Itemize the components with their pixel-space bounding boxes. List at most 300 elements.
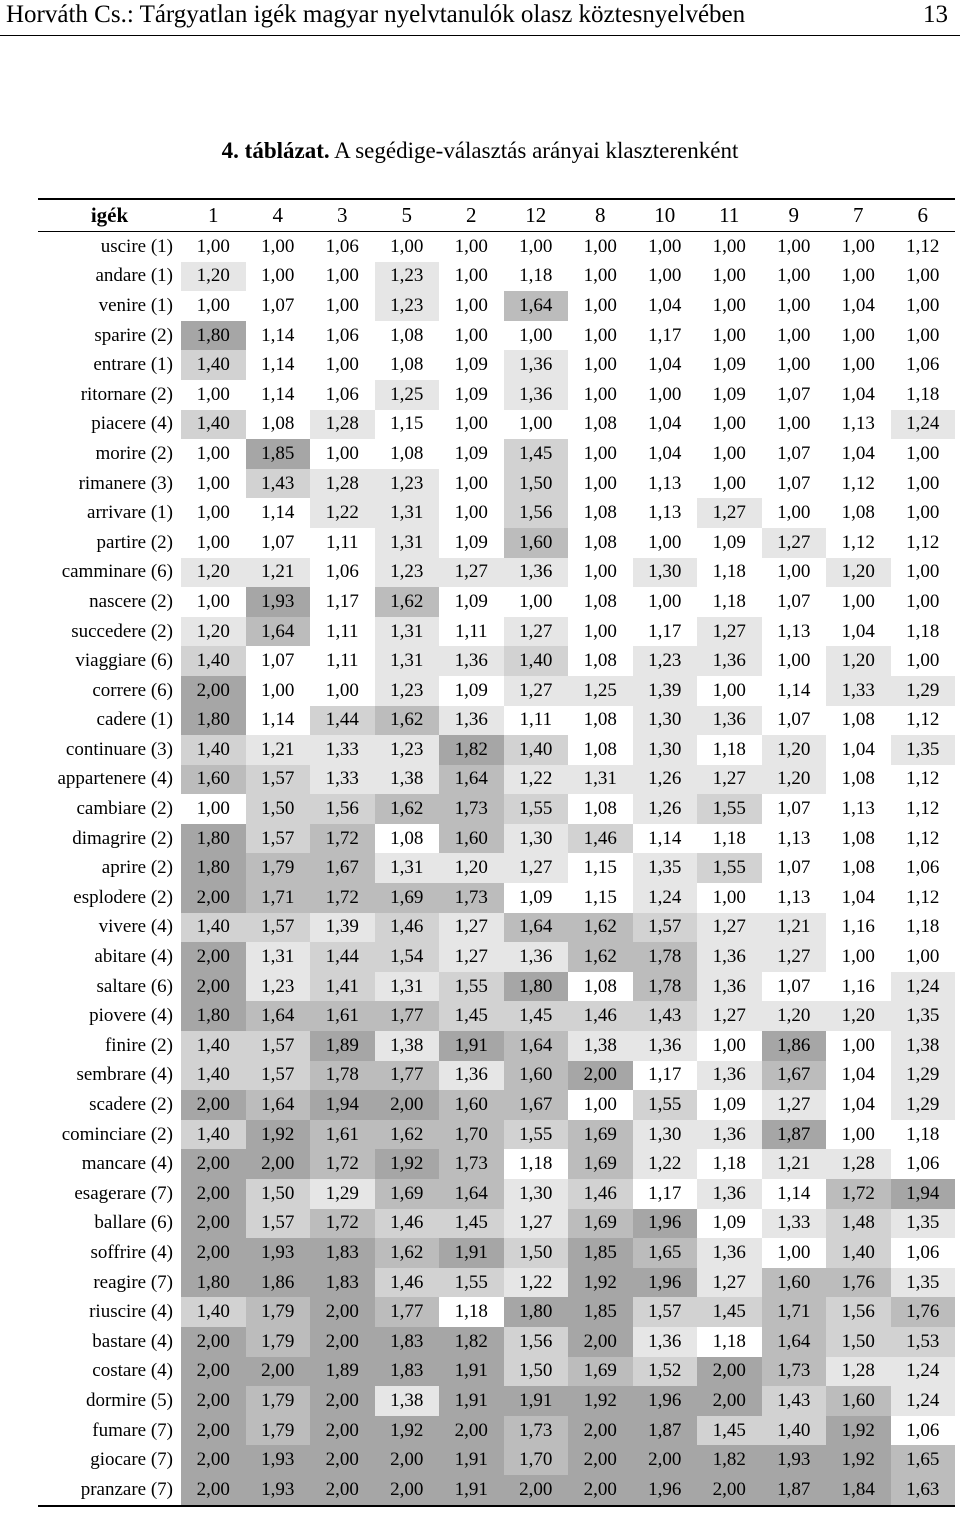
verb-label: andare (1)	[95, 265, 173, 287]
ratio-cell: 1,57	[246, 1061, 311, 1091]
ratio-cell: 1,72	[310, 883, 375, 913]
ratio-cell: 1,06	[891, 1238, 956, 1268]
table-row	[38, 498, 955, 528]
ratio-cell: 1,60	[504, 528, 569, 558]
ratio-cell: 1,89	[310, 1031, 375, 1061]
ratio-cell: 1,18	[697, 735, 762, 765]
table-row	[38, 587, 955, 617]
ratio-cell: 1,08	[826, 824, 891, 854]
ratio-cell: 1,94	[310, 1090, 375, 1120]
ratio-cell: 1,00	[568, 321, 633, 351]
ratio-cell: 1,08	[826, 498, 891, 528]
ratio-cell: 1,54	[375, 942, 440, 972]
table-row	[38, 350, 955, 380]
ratio-cell: 1,20	[762, 735, 827, 765]
running-header	[0, 0, 960, 36]
ratio-cell: 1,76	[826, 1268, 891, 1298]
table-row	[38, 321, 955, 351]
table-row	[38, 1268, 955, 1298]
ratio-cell: 1,38	[891, 1031, 956, 1061]
table-row	[38, 528, 955, 558]
ratio-cell: 1,21	[762, 913, 827, 943]
ratio-cell: 1,93	[246, 1445, 311, 1475]
ratio-cell: 1,00	[697, 410, 762, 440]
ratio-cell: 1,83	[310, 1238, 375, 1268]
table-row	[38, 1090, 955, 1120]
ratio-cell: 1,64	[439, 1179, 504, 1209]
running-title: Horváth Cs.: Tárgyatlan igék magyar nyelvtanulók olasz köztesnyelvében	[6, 1, 746, 28]
ratio-cell: 1,09	[439, 350, 504, 380]
ratio-cell: 1,39	[633, 676, 698, 706]
ratio-cell: 1,21	[762, 1149, 827, 1179]
ratio-cell: 1,31	[375, 617, 440, 647]
ratio-cell: 1,20	[181, 617, 246, 647]
verb-label: scadere (2)	[89, 1094, 173, 1116]
ratio-cell: 1,85	[568, 1297, 633, 1327]
verb-label: dormire (5)	[85, 1389, 173, 1411]
table-row	[38, 853, 955, 883]
ratio-cell: 1,23	[375, 558, 440, 588]
ratio-cell: 2,00	[181, 1357, 246, 1387]
ratio-cell: 1,08	[568, 410, 633, 440]
ratio-cell: 1,30	[633, 706, 698, 736]
ratio-cell: 1,29	[310, 1179, 375, 1209]
ratio-cell: 1,07	[762, 706, 827, 736]
table-row	[38, 1031, 955, 1061]
ratio-cell: 1,60	[439, 1090, 504, 1120]
ratio-cell: 1,07	[762, 439, 827, 469]
ratio-cell: 1,27	[504, 676, 569, 706]
ratio-cell: 1,60	[439, 824, 504, 854]
table-row	[38, 469, 955, 499]
ratio-cell: 1,00	[826, 350, 891, 380]
ratio-cell: 1,07	[762, 794, 827, 824]
ratio-cell: 1,00	[568, 350, 633, 380]
ratio-cell: 1,91	[439, 1386, 504, 1416]
ratio-cell: 1,35	[891, 735, 956, 765]
table-row	[38, 706, 955, 736]
ratio-cell: 1,40	[181, 1297, 246, 1327]
ratio-cell: 1,00	[762, 410, 827, 440]
ratio-cell: 2,00	[439, 1416, 504, 1446]
table-row	[38, 1238, 955, 1268]
verb-label: dimagrire (2)	[72, 827, 173, 849]
ratio-cell: 1,13	[762, 824, 827, 854]
ratio-cell: 1,29	[891, 1090, 956, 1120]
ratio-cell: 1,80	[504, 1297, 569, 1327]
ratio-cell: 1,64	[246, 617, 311, 647]
ratio-cell: 1,00	[891, 439, 956, 469]
ratio-cell: 2,00	[697, 1475, 762, 1506]
ratio-cell: 1,00	[633, 262, 698, 292]
ratio-cell: 1,67	[762, 1061, 827, 1091]
ratio-cell: 2,00	[504, 1475, 569, 1506]
ratio-cell: 1,04	[826, 735, 891, 765]
ratio-cell: 1,00	[310, 439, 375, 469]
ratio-cell: 1,28	[826, 1149, 891, 1179]
table-row	[38, 439, 955, 469]
ratio-cell: 1,00	[568, 380, 633, 410]
column-header: 5	[401, 203, 412, 227]
ratio-cell: 1,91	[439, 1238, 504, 1268]
ratio-cell: 1,04	[633, 410, 698, 440]
column-header: 7	[853, 203, 864, 227]
ratio-cell: 1,27	[504, 1209, 569, 1239]
table-row	[38, 1475, 955, 1506]
ratio-cell: 1,20	[826, 558, 891, 588]
ratio-cell: 1,36	[439, 646, 504, 676]
ratio-cell: 1,92	[826, 1445, 891, 1475]
ratio-cell: 1,40	[504, 646, 569, 676]
ratio-cell: 1,06	[891, 1149, 956, 1179]
ratio-cell: 1,08	[375, 350, 440, 380]
table-row	[38, 1445, 955, 1475]
ratio-cell: 1,00	[375, 232, 440, 262]
verb-label: venire (1)	[98, 294, 173, 316]
ratio-cell: 1,93	[246, 1475, 311, 1506]
ratio-cell: 1,00	[891, 942, 956, 972]
verb-label: reagire (7)	[93, 1271, 173, 1293]
ratio-cell: 2,00	[310, 1386, 375, 1416]
ratio-cell: 1,84	[826, 1475, 891, 1506]
table-row	[38, 1179, 955, 1209]
ratio-cell: 1,14	[246, 498, 311, 528]
ratio-cell: 1,52	[633, 1357, 698, 1387]
ratio-cell: 1,20	[826, 646, 891, 676]
ratio-cell: 1,08	[568, 735, 633, 765]
ratio-cell: 1,27	[697, 617, 762, 647]
ratio-cell: 1,65	[891, 1445, 956, 1475]
ratio-cell: 1,20	[762, 765, 827, 795]
column-header-verbs: igék	[90, 203, 129, 227]
ratio-cell: 1,31	[568, 765, 633, 795]
ratio-cell: 1,08	[568, 528, 633, 558]
verb-label: ritornare (2)	[80, 383, 173, 405]
ratio-cell: 1,07	[762, 587, 827, 617]
ratio-cell: 1,04	[826, 883, 891, 913]
ratio-cell: 1,25	[375, 380, 440, 410]
ratio-cell: 1,27	[697, 498, 762, 528]
ratio-cell: 1,40	[181, 913, 246, 943]
verb-label: viaggiare (6)	[75, 650, 173, 672]
ratio-cell: 1,14	[246, 706, 311, 736]
ratio-cell: 1,08	[826, 706, 891, 736]
ratio-cell: 1,17	[633, 617, 698, 647]
ratio-cell: 1,00	[697, 469, 762, 499]
ratio-cell: 1,43	[633, 1001, 698, 1031]
verb-label: arrivare (1)	[87, 502, 173, 524]
ratio-cell: 1,18	[891, 1120, 956, 1150]
ratio-cell: 1,45	[697, 1416, 762, 1446]
ratio-cell: 1,00	[568, 262, 633, 292]
table-row	[38, 942, 955, 972]
ratio-cell: 1,83	[375, 1327, 440, 1357]
verb-label: riuscire (4)	[89, 1301, 173, 1323]
ratio-cell: 1,27	[697, 1001, 762, 1031]
ratio-cell: 1,87	[762, 1120, 827, 1150]
table-row	[38, 1386, 955, 1416]
ratio-cell: 1,40	[181, 350, 246, 380]
ratio-cell: 1,00	[762, 558, 827, 588]
verb-label: succedere (2)	[71, 620, 173, 642]
ratio-cell: 1,00	[310, 676, 375, 706]
ratio-cell: 1,55	[504, 1120, 569, 1150]
ratio-cell: 1,62	[375, 1238, 440, 1268]
ratio-cell: 1,55	[439, 972, 504, 1002]
ratio-cell: 1,12	[891, 706, 956, 736]
ratio-cell: 2,00	[246, 1357, 311, 1387]
verb-label: continuare (3)	[65, 738, 173, 760]
ratio-cell: 1,07	[762, 380, 827, 410]
ratio-cell: 1,29	[891, 1061, 956, 1091]
ratio-cell: 1,00	[633, 232, 698, 262]
ratio-cell: 1,07	[762, 972, 827, 1002]
ratio-cell: 1,00	[762, 291, 827, 321]
table-row	[38, 1061, 955, 1091]
ratio-cell: 1,06	[891, 853, 956, 883]
ratio-cell: 1,40	[181, 1120, 246, 1150]
ratio-cell: 1,40	[181, 410, 246, 440]
ratio-cell: 1,08	[375, 824, 440, 854]
ratio-cell: 1,40	[762, 1416, 827, 1446]
table-row	[38, 676, 955, 706]
ratio-cell: 1,33	[826, 676, 891, 706]
ratio-cell: 1,92	[568, 1386, 633, 1416]
verb-label: costare (4)	[92, 1360, 173, 1382]
ratio-cell: 1,21	[246, 558, 311, 588]
ratio-cell: 1,14	[762, 676, 827, 706]
ratio-cell: 1,31	[375, 528, 440, 558]
ratio-cell: 1,57	[246, 1031, 311, 1061]
ratio-cell: 1,24	[633, 883, 698, 913]
ratio-cell: 1,61	[310, 1120, 375, 1150]
ratio-cell: 1,29	[891, 676, 956, 706]
ratio-cell: 1,26	[633, 794, 698, 824]
ratio-cell: 1,21	[246, 735, 311, 765]
ratio-cell: 1,31	[375, 646, 440, 676]
ratio-cell: 1,73	[504, 1416, 569, 1446]
ratio-cell: 1,69	[568, 1357, 633, 1387]
ratio-cell: 1,78	[633, 972, 698, 1002]
ratio-cell: 1,33	[310, 765, 375, 795]
ratio-cell: 1,18	[891, 617, 956, 647]
ratio-cell: 1,70	[439, 1120, 504, 1150]
ratio-cell: 1,25	[568, 676, 633, 706]
ratio-cell: 1,80	[181, 824, 246, 854]
ratio-cell: 1,40	[181, 1061, 246, 1091]
table-row	[38, 1297, 955, 1327]
ratio-cell: 1,73	[439, 794, 504, 824]
ratio-cell: 1,18	[697, 824, 762, 854]
ratio-cell: 1,73	[762, 1357, 827, 1387]
ratio-cell: 1,31	[375, 972, 440, 1002]
ratio-cell: 1,00	[439, 321, 504, 351]
ratio-cell: 1,08	[568, 587, 633, 617]
ratio-cell: 1,20	[181, 558, 246, 588]
ratio-cell: 1,23	[375, 291, 440, 321]
verb-label: entrare (1)	[93, 354, 173, 376]
ratio-cell: 1,50	[504, 1238, 569, 1268]
ratio-cell: 1,00	[826, 232, 891, 262]
table-row	[38, 913, 955, 943]
ratio-cell: 1,50	[246, 1179, 311, 1209]
ratio-cell: 1,40	[181, 735, 246, 765]
ratio-cell: 1,18	[697, 1149, 762, 1179]
verb-label: soffrire (4)	[90, 1241, 173, 1263]
ratio-cell: 1,27	[439, 913, 504, 943]
ratio-cell: 1,45	[504, 439, 569, 469]
table-row	[38, 1416, 955, 1446]
ratio-cell: 1,57	[246, 824, 311, 854]
ratio-cell: 1,04	[826, 291, 891, 321]
ratio-cell: 2,00	[375, 1090, 440, 1120]
ratio-cell: 2,00	[375, 1445, 440, 1475]
ratio-cell: 1,80	[181, 706, 246, 736]
ratio-cell: 1,00	[697, 1031, 762, 1061]
ratio-cell: 1,09	[697, 350, 762, 380]
ratio-cell: 1,00	[762, 262, 827, 292]
verb-label: cominciare (2)	[61, 1123, 173, 1145]
ratio-cell: 1,18	[891, 380, 956, 410]
ratio-cell: 1,33	[762, 1209, 827, 1239]
ratio-cell: 1,96	[633, 1386, 698, 1416]
ratio-cell: 1,64	[504, 913, 569, 943]
ratio-cell: 1,07	[246, 646, 311, 676]
ratio-cell: 1,04	[633, 439, 698, 469]
ratio-cell: 2,00	[181, 1090, 246, 1120]
ratio-cell: 1,35	[891, 1268, 956, 1298]
ratio-cell: 1,11	[439, 617, 504, 647]
ratio-cell: 1,00	[891, 558, 956, 588]
table-row	[38, 1001, 955, 1031]
ratio-cell: 1,80	[181, 853, 246, 883]
verb-label: rimanere (3)	[78, 472, 173, 494]
ratio-cell: 1,15	[568, 853, 633, 883]
table-row	[38, 735, 955, 765]
ratio-cell: 1,22	[310, 498, 375, 528]
ratio-cell: 1,04	[633, 350, 698, 380]
ratio-cell: 1,12	[891, 883, 956, 913]
ratio-cell: 2,00	[181, 1149, 246, 1179]
ratio-cell: 2,00	[568, 1445, 633, 1475]
ratio-cell: 1,00	[181, 528, 246, 558]
ratio-cell: 1,24	[891, 410, 956, 440]
header-row	[38, 199, 955, 232]
ratio-cell: 1,73	[439, 883, 504, 913]
ratio-cell: 1,00	[826, 587, 891, 617]
ratio-cell: 1,50	[826, 1327, 891, 1357]
ratio-cell: 1,43	[762, 1386, 827, 1416]
ratio-cell: 1,64	[762, 1327, 827, 1357]
ratio-cell: 1,08	[246, 410, 311, 440]
ratio-cell: 2,00	[568, 1416, 633, 1446]
ratio-cell: 1,55	[439, 1268, 504, 1298]
ratio-cell: 1,45	[439, 1209, 504, 1239]
ratio-cell: 2,00	[697, 1357, 762, 1387]
ratio-cell: 1,00	[504, 321, 569, 351]
ratio-cell: 1,27	[439, 942, 504, 972]
table-row	[38, 1209, 955, 1239]
ratio-cell: 1,12	[826, 469, 891, 499]
ratio-cell: 2,00	[246, 1149, 311, 1179]
ratio-cell: 1,00	[568, 439, 633, 469]
ratio-cell: 1,65	[633, 1238, 698, 1268]
table-row	[38, 824, 955, 854]
ratio-cell: 2,00	[181, 1416, 246, 1446]
ratio-cell: 1,00	[181, 232, 246, 262]
ratio-cell: 2,00	[181, 1386, 246, 1416]
ratio-cell: 1,30	[633, 1120, 698, 1150]
ratio-cell: 1,36	[697, 1179, 762, 1209]
ratio-cell: 1,45	[504, 1001, 569, 1031]
ratio-cell: 1,46	[568, 1179, 633, 1209]
ratio-cell: 1,23	[375, 469, 440, 499]
table-row	[38, 1149, 955, 1179]
ratio-cell: 1,62	[375, 1120, 440, 1150]
ratio-cell: 1,36	[697, 942, 762, 972]
verb-label: giocare (7)	[90, 1449, 173, 1471]
ratio-cell: 1,09	[697, 1209, 762, 1239]
column-header: 12	[525, 203, 547, 227]
ratio-cell: 1,85	[568, 1238, 633, 1268]
ratio-cell: 1,09	[697, 528, 762, 558]
ratio-cell: 1,36	[697, 1061, 762, 1091]
ratio-cell: 2,00	[310, 1475, 375, 1506]
table-row	[38, 646, 955, 676]
ratio-cell: 1,14	[246, 350, 311, 380]
ratio-cell: 1,80	[181, 1001, 246, 1031]
table-row	[38, 232, 955, 262]
ratio-cell: 1,14	[246, 321, 311, 351]
ratio-cell: 1,15	[568, 883, 633, 913]
ratio-cell: 1,13	[762, 617, 827, 647]
ratio-cell: 1,27	[504, 853, 569, 883]
ratio-cell: 1,14	[633, 824, 698, 854]
ratio-cell: 1,27	[762, 528, 827, 558]
column-header: 10	[654, 203, 676, 227]
table-row	[38, 883, 955, 913]
ratio-cell: 1,55	[633, 1090, 698, 1120]
ratio-cell: 1,00	[762, 350, 827, 380]
ratio-cell: 1,31	[375, 853, 440, 883]
ratio-cell: 2,00	[310, 1445, 375, 1475]
ratio-cell: 1,00	[568, 232, 633, 262]
ratio-cell: 1,43	[246, 469, 311, 499]
ratio-cell: 1,87	[762, 1475, 827, 1506]
ratio-cell: 1,22	[633, 1149, 698, 1179]
ratio-cell: 1,85	[246, 439, 311, 469]
ratio-cell: 1,09	[439, 587, 504, 617]
ratio-cell: 1,00	[568, 469, 633, 499]
ratio-cell: 1,36	[633, 1031, 698, 1061]
ratio-cell: 1,83	[310, 1268, 375, 1298]
ratio-cell: 1,27	[762, 1090, 827, 1120]
ratio-cell: 1,09	[439, 676, 504, 706]
column-header: 1	[208, 203, 219, 227]
ratio-cell: 1,62	[568, 913, 633, 943]
ratio-cell: 2,00	[568, 1327, 633, 1357]
ratio-cell: 1,04	[633, 291, 698, 321]
ratio-cell: 1,72	[310, 1149, 375, 1179]
ratio-cell: 1,12	[891, 824, 956, 854]
ratio-cell: 1,00	[633, 380, 698, 410]
ratio-cell: 1,13	[826, 794, 891, 824]
ratio-cell: 1,09	[504, 883, 569, 913]
ratio-cell: 1,11	[310, 617, 375, 647]
ratio-cell: 1,17	[633, 321, 698, 351]
ratio-cell: 1,30	[633, 558, 698, 588]
ratio-cell: 1,71	[762, 1297, 827, 1327]
